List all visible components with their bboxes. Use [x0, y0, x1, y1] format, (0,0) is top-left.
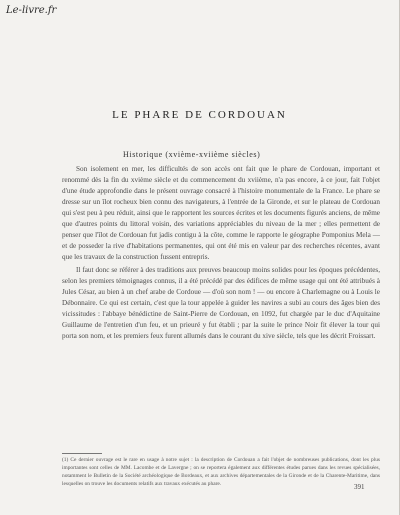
page-number: 391: [354, 483, 365, 491]
body-paragraph: Son isolement en mer, les difficultés de son accès ont fait que le phare de Cordouan, important et renommé dès la fin du xvième siècle et du commencement du xviième, n'a pas encore, à ce jour, fait l'objet d'une étude approfondie dans le présent ouvrage consacré à l'histoire monumentale de la France. Le phare se dresse sur un îlot rocheux bien connu des navigateurs, à l'entrée de la Gironde, et sur le plateau de Cordouan qui s'est peu à peu réduit, ainsi que le rapportent les sources écrites et les documents figurés anciens, de même que d'autres points du littoral voisin, des variations appréciables du niveau de la mer ; elles permettent de penser que l'îlot de Cordouan fut jadis contigu à la côte, comme le rapporte le géographe Pomponius Mela — et de posseder la rive d'habitations permanentes, qui ont été mis en valeur par des recherches récentes, avant que les travaux de la construction fussent entrepris.: [62, 165, 380, 261]
watermark-logo: Le-livre.fr: [6, 5, 57, 16]
body-paragraph: Il faut donc se référer à des traditions aux preuves beaucoup moins solides pour les époques précédentes, selon les premiers témoignages connus, il a été précédé par des édifices de même usage qui ont été attribués à Jules César, au bien à un chef arabe de Cordoue — d'où son nom ! — ou encore à Charlemagne ou à Louis le Débonnaire. Ce qui est certain, c'est que la tour appelée à guider les navires a subi au cours des âges bien des vicissitudes : l'abbaye bénédictine de Saint-Pierre de Cordouan, en 1092, fut chargée par le duc d'Aquitaine Guillaume de l'entretien d'un feu, et un prieuré y fut établi ; par la suite le prince Noir fit élever la tour qui porta son nom, et les premiers feux furent allumés dans le courant du xive siècle, tels que les décrit Froissart.: [62, 266, 380, 340]
section-heading: Historique (xvième-xviième siècles): [123, 150, 261, 159]
article-body: [62, 164, 380, 342]
footnote-divider: [62, 453, 102, 454]
article-title: LE PHARE DE CORDOUAN: [112, 109, 287, 121]
footnote: (1) Ce dernier ouvrage est le rare en usage à notre sujet : la description de Cordouan a fait l'objet de nombreuses publications, dont les plus importantes sont celles de MM. Lacombe et de Lavergne ; on se reportera également aux différentes études parues dans les revues spécialisées, notamment le Bulletin de la Société archéologique de Bordeaux, et aux archives départementales de la Gironde et de la Charente-Maritime, dans lesquelles on trouve les documents relatifs aux travaux exécutés au phare.: [62, 457, 380, 487]
